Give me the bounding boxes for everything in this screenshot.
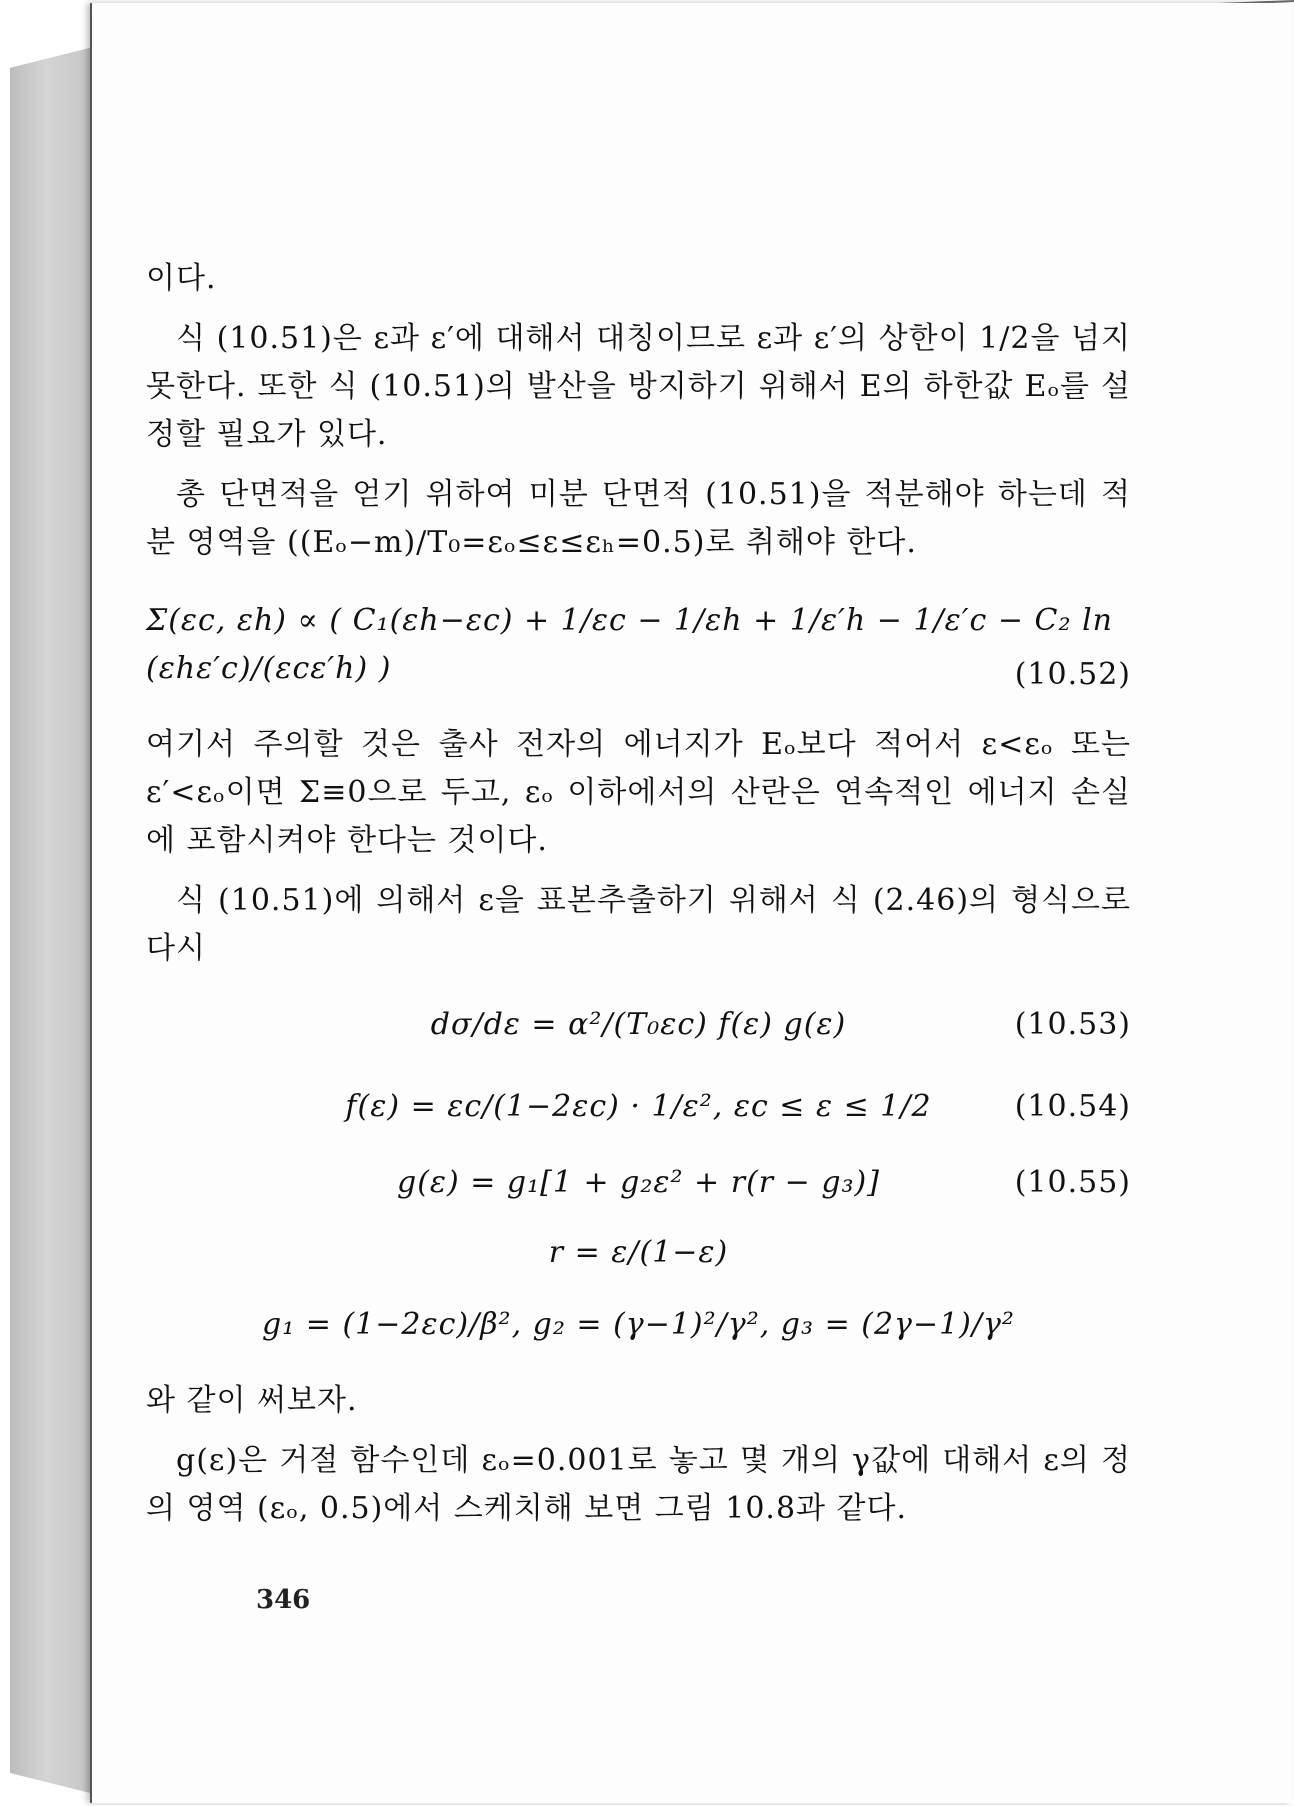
book-spine [10,48,90,1793]
page-text [146,255,1131,1545]
equation-g: g₁ = (1−2εc)/β², g₂ = (γ−1)²/γ², g₃ = (2γ−1)/γ² [262,1307,1015,1342]
equation-10-52: Σ(εc, εh) ∝ ( C₁(εh−εc) + 1/εc − 1/εh + 1/ε′h − 1/ε′c − C₂ ln (εhε′c)/(εcε′h) ) [146,603,1113,686]
equation-10-55-label: (10.55) [1014,1165,1131,1200]
equation-10-52-label: (10.52) [1014,657,1131,692]
para-rejection-function: g(ε)은 거절 함수인데 εₒ=0.001로 놓고 몇 개의 γ값에 대해서 ε의 정의 영역 (εₒ, 0.5)에서 스케치해 보면 그림 10.8과 같다. [146,1443,1131,1526]
line-ida: 이다. [146,261,217,296]
equation-10-52-block [146,589,1131,699]
equation-10-54-label: (10.54) [1014,1089,1131,1124]
equation-10-53-label: (10.53) [1014,1007,1131,1042]
equation-g-block [146,1295,1131,1355]
para-note-cutoff: 여기서 주의할 것은 출사 전자의 에너지가 Eₒ보다 적어서 ε<εₒ 또는 ε′<εₒ이면 Σ≡0으로 두고, εₒ 이하에서의 산란은 연속적인 에너지 손실에 포함시켜야 한다는 것이다. [146,727,1131,858]
equation-10-53-block [146,995,1131,1055]
para-write-as: 와 같이 써보자. [146,1383,358,1418]
page-number: 346 [256,1585,311,1615]
equation-10-54: f(ε) = εc/(1−2εc) · 1/ε², εc ≤ ε ≤ 1/2 [345,1089,932,1124]
para-sampling: 식 (10.51)에 의해서 ε을 표본추출하기 위해서 식 (2.46)의 형식으로 다시 [146,883,1131,966]
equation-10-54-block [146,1077,1131,1137]
para-symmetry: 식 (10.51)은 ε과 ε′에 대해서 대칭이므로 ε과 ε′의 상한이 1/2을 넘지 못한다. 또한 식 (10.51)의 발산을 방지하기 위해서 E의 하한값 Eₒ를 설정할 필요가 있다. [146,321,1131,452]
equation-10-55: g(ε) = g₁[1 + g₂ε² + r(r − g₃)] [397,1165,880,1200]
para-total-cross-section: 총 단면적을 얻기 위하여 미분 단면적 (10.51)을 적분해야 하는데 적분 영역을 ((Eₒ−m)/T₀=εₒ≤ε≤εₕ=0.5)로 취해야 한다. [146,477,1131,560]
equation-r-block [146,1229,1131,1273]
equation-10-55-block [146,1159,1131,1207]
equation-r: r = ε/(1−ε) [548,1235,729,1270]
equation-10-53: dσ/dε = α²/(T₀εc) f(ε) g(ε) [430,1007,847,1042]
